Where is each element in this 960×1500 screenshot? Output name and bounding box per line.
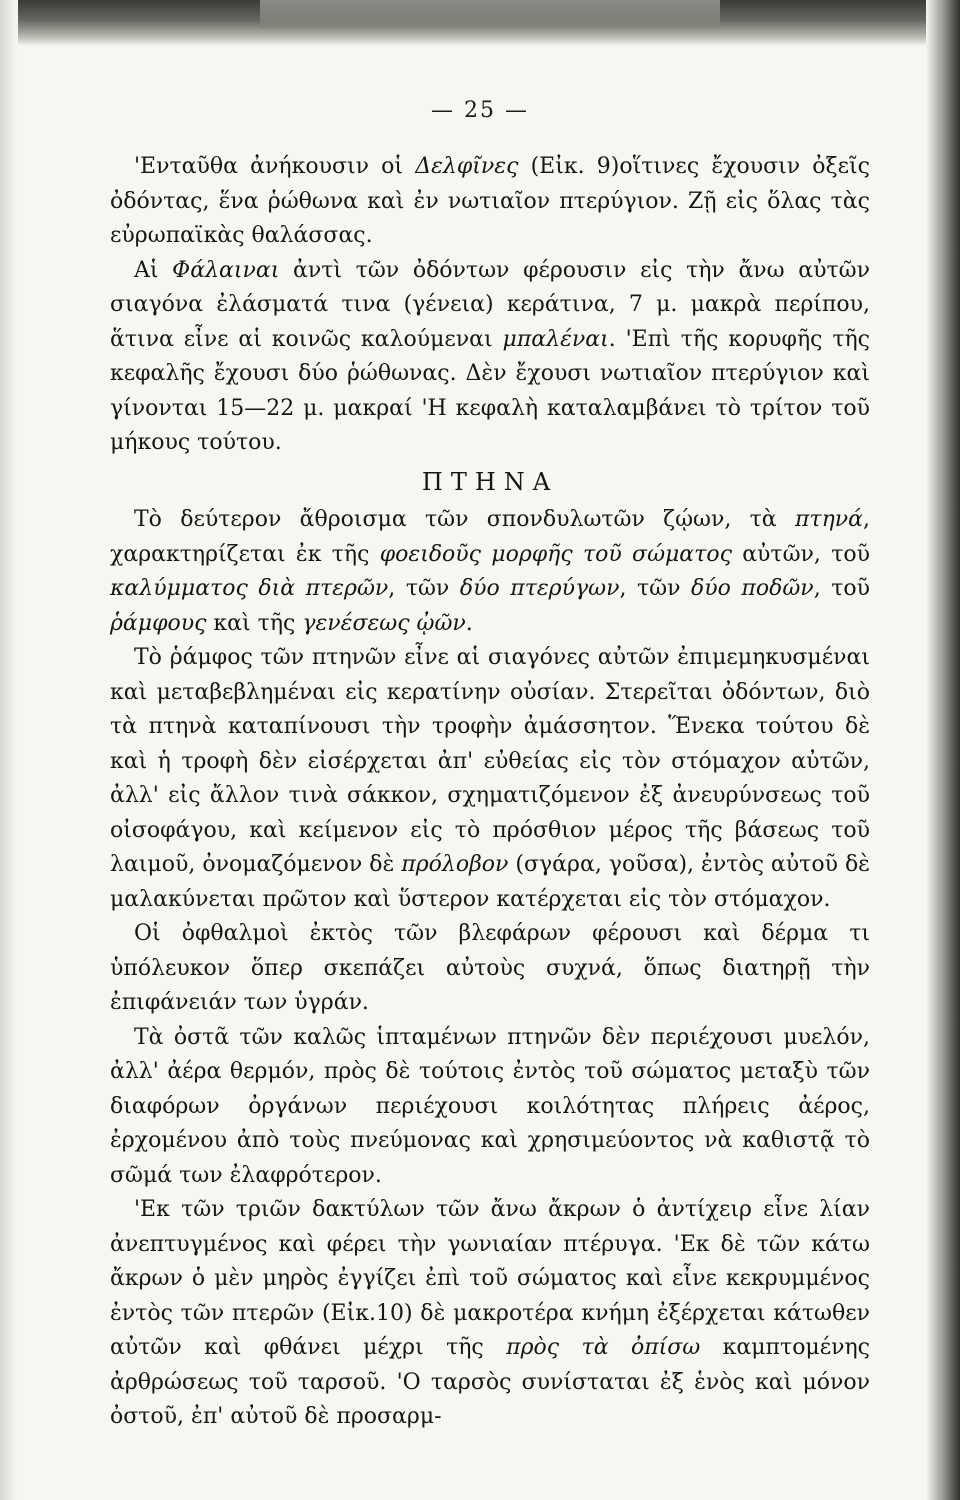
text-run: καὶ τῆς (206, 610, 303, 636)
text-run: αὐτῶν, τοῦ (731, 541, 870, 567)
text-run: Τὰ ὀστᾶ τῶν καλῶς ἱπταμένων πτηνῶν δὲν περιέχουσι μυελόν, ἀλλ' ἀέρα θερμόν, πρὸς δὲ τούτοις ἐντὸς τοῦ σώματος μεταξὺ τῶν διαφόρων ὀργάνων περιέχουσι κοιλότητας πλήρεις ἀέρος, ἐρχομένου ἀπὸ τοὺς πνεύμονας καὶ χρησιμεύοντος νὰ καθιστᾷ τὸ σῶμά των ἐλαφρότερον. (110, 1024, 870, 1188)
text-run: Αἱ (134, 257, 173, 283)
italic-term: πρόλοβον (401, 852, 509, 877)
page-number: — 25 — (431, 98, 529, 123)
text-run: . (465, 610, 473, 636)
italic-term: φοειδοῦς μορφῆς τοῦ σώματος (379, 541, 732, 567)
paragraph (110, 641, 870, 917)
text-run: Τὸ ῥάμφος τῶν πτηνῶν εἶνε αἱ σιαγόνες αὐτῶν ἐπιμεμηκυσμέναι καὶ μεταβεβλημέναι εἰς κερατίνην οὐσίαν. Στερεῖται ὀδόντων, διὸ τὰ πτηνὰ καταπίνουσι τὴν τροφὴν ἀμάσσητον. Ἕνεκα τούτου δὲ καὶ ἡ τροφὴ δὲν εἰσέρχεται ἀπ' εὐθείας εἰς τὸν στόμαχον αὐτῶν, ἀλλ' εἰς ἄλλον τινὰ σάκκον, σχηματιζόμενον ἐξ ἀνευρύνσεως τοῦ οἰσοφάγου, καὶ κείμενον εἰς τὸ πρόσθιον μέρος τῆς βάσεως τοῦ λαιμοῦ, ὀνομαζόμενον δὲ (110, 645, 870, 877)
text-run: ΠΤΗΝΑ (421, 467, 559, 496)
scan-right-shadow (926, 0, 960, 1500)
italic-term: Δελφῖνες (415, 154, 519, 179)
paragraph (110, 917, 870, 1021)
body-text (110, 150, 870, 1435)
scan-top-shadow (0, 0, 960, 46)
italic-term: γενέσεως ᾠῶν (302, 610, 466, 636)
text-run: (Εἰκ. 9)οἵτινες ἔχουσιν ὀξεῖς ὀδόντας, ἕνα ῥώθωνα καὶ ἐν νωτιαῖον πτερύγιον. Ζῇ εἰς ὅλας τὰς εὐρωπαϊκὰς θαλάσσας. (110, 154, 870, 248)
text-run: καμπτομένης ἀρθρώσεως τοῦ ταρσοῦ. 'Ο ταρσὸς συνίσταται ἐξ ἑνὸς καὶ μόνον ὀστοῦ, ἐπ' αὐτοῦ δὲ προσαρμ- (110, 1335, 871, 1429)
text-run: , τῶν (619, 576, 692, 601)
text-run: , τῶν (388, 576, 460, 601)
paragraph (110, 1021, 870, 1194)
italic-term: καλύμματος διὰ πτερῶν (110, 576, 389, 601)
text-run: . 'Επὶ τῆς κορυφῆς τῆς κεφαλῆς ἔχουσι δύο ῥώθωνας. Δὲν ἔχουσι νωτιαῖον πτερύγιον καὶ γίνονται 15—22 μ. μακραί 'Η κεφαλὴ καταλαμβάνει τὸ τρίτον τοῦ μήκους τούτου. (110, 326, 870, 455)
text-run: ἀντὶ τῶν ὀδόντων φέρουσιν εἰς τὴν ἄνω αὐτῶν σιαγόνα ἐλάσματά τινα (γένεια) κεράτινα, 7 μ. μακρὰ περίπου, ἅτινα εἶνε αἱ κοινῶς καλούμεναι (110, 257, 870, 352)
paragraph (110, 150, 870, 254)
text-run: , τοῦ (813, 576, 871, 601)
italic-term: μπαλέναι (502, 326, 609, 352)
text-run: (σγάρα, γοῦσα), ἐντὸς αὐτοῦ δὲ μαλακύνεται πρῶτον καὶ ὕστερον κατέρχεται εἰς τὸν στόμαχον. (110, 852, 870, 912)
text-run: 'Εκ τῶν τριῶν δακτύλων τῶν ἄνω ἄκρων ὁ ἀντίχειρ εἶνε λίαν ἀνεπτυγμένος καὶ φέρει τὴν γωνιαίαν πτέρυγα. 'Εκ δὲ τῶν κάτω ἄκρων ὁ μὲν μηρὸς ἐγγίζει ἐπὶ τοῦ σώματος καὶ εἶνε κεκρυμμένος ἐντὸς τῶν πτερῶν (Εἰκ.10) δὲ μακροτέρα κνήμη ἐξέρχεται κάτωθεν αὐτῶν καὶ φθάνει μέχρι τῆς (110, 1197, 870, 1360)
text-run: 'Ενταῦθα ἀνήκουσιν οἱ (134, 154, 416, 179)
text-run: Οἱ ὀφθαλμοὶ ἐκτὸς τῶν βλεφάρων φέρουσι καὶ δέρμα τι ὑπόλευκον ὅπερ σκεπάζει αὐτοὺς συχνά, ὅπως διατηρῇ τὴν ἐπιφάνειάν των ὑγράν. (110, 921, 870, 1015)
italic-term: δύο πτερύγων (459, 576, 620, 601)
paragraph (110, 503, 870, 641)
paragraph (110, 254, 870, 461)
italic-term: πτηνά (794, 507, 863, 532)
text-run: , χαρακτηρίζεται ἐκ τῆς (110, 507, 870, 567)
italic-term: πρὸς τὰ ὀπίσω (506, 1335, 701, 1360)
italic-term: ῥάμφους (110, 610, 207, 636)
paragraph (110, 1193, 870, 1435)
text-run: Τὸ δεύτερον ἄθροισμα τῶν σπονδυλωτῶν ζῴων, τὰ (134, 507, 795, 532)
section-heading (110, 465, 870, 500)
italic-term: Φάλαιναι (172, 257, 280, 283)
scan-left-edge (0, 0, 18, 1500)
italic-term: δύο ποδῶν (691, 576, 814, 601)
